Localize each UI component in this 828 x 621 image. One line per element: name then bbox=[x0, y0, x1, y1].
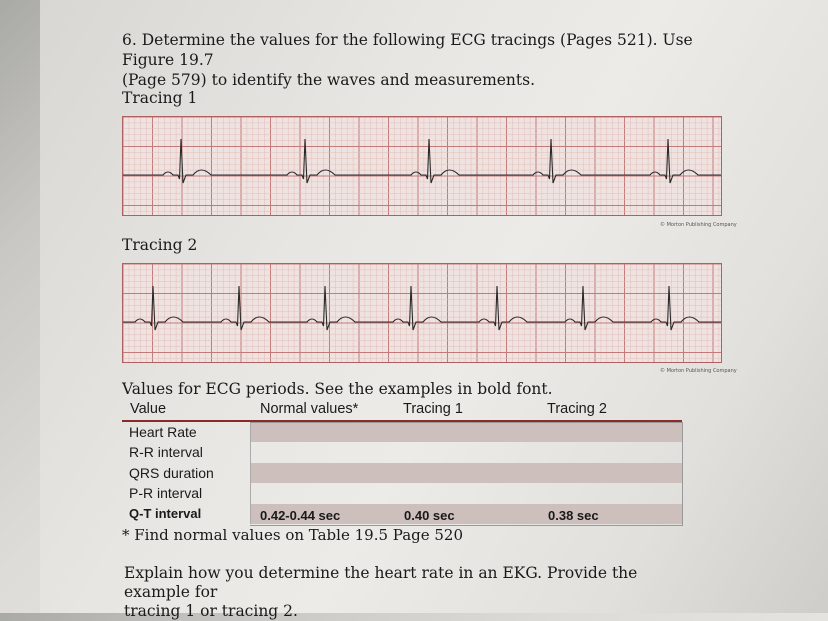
row-label: R-R interval bbox=[129, 444, 203, 461]
ecg-tracing-2 bbox=[123, 264, 721, 362]
row-label: P-R interval bbox=[129, 485, 203, 502]
header-tracing-1: Tracing 1 bbox=[403, 401, 463, 417]
explain-question bbox=[124, 564, 704, 621]
explain-line-1: Explain how you determine the heart rate in an EKG. Provide the example for bbox=[124, 564, 638, 601]
header-tracing-2: Tracing 2 bbox=[547, 401, 607, 417]
row-label: Q-T interval bbox=[129, 505, 202, 521]
row-label: Heart Rate bbox=[129, 424, 197, 440]
question-line-2: (Page 579) to identify the waves and measurements. bbox=[122, 71, 536, 89]
question-text bbox=[122, 30, 742, 90]
qt-normal-value: 0.42-0.44 sec bbox=[260, 507, 341, 523]
header-normal: Normal values* bbox=[260, 401, 359, 417]
tracing-1-label: Tracing 1 bbox=[122, 89, 198, 107]
ecg-strip-2 bbox=[122, 263, 722, 363]
tracing-2-label: Tracing 2 bbox=[122, 236, 198, 254]
copyright-2: © Morton Publishing Company bbox=[660, 368, 737, 374]
row-label: QRS duration bbox=[129, 464, 214, 481]
question-line-1: 6. Determine the values for the following ECG tracings (Pages 521). Use Figure 19.7 bbox=[122, 31, 693, 69]
ecg-strip-1 bbox=[122, 116, 722, 216]
header-value: Value bbox=[130, 401, 167, 417]
footnote: * Find normal values on Table 19.5 Page 520 bbox=[122, 526, 464, 544]
table-border bbox=[250, 422, 683, 526]
table-title: Values for ECG periods. See the examples in bold font. bbox=[122, 380, 553, 398]
explain-line-2: tracing 1 or tracing 2. bbox=[124, 602, 298, 620]
qt-tracing-1-value: 0.40 sec bbox=[404, 507, 455, 523]
ecg-tracing-1 bbox=[123, 117, 721, 215]
qt-tracing-2-value: 0.38 sec bbox=[548, 507, 599, 523]
copyright-1: © Morton Publishing Company bbox=[660, 222, 737, 228]
